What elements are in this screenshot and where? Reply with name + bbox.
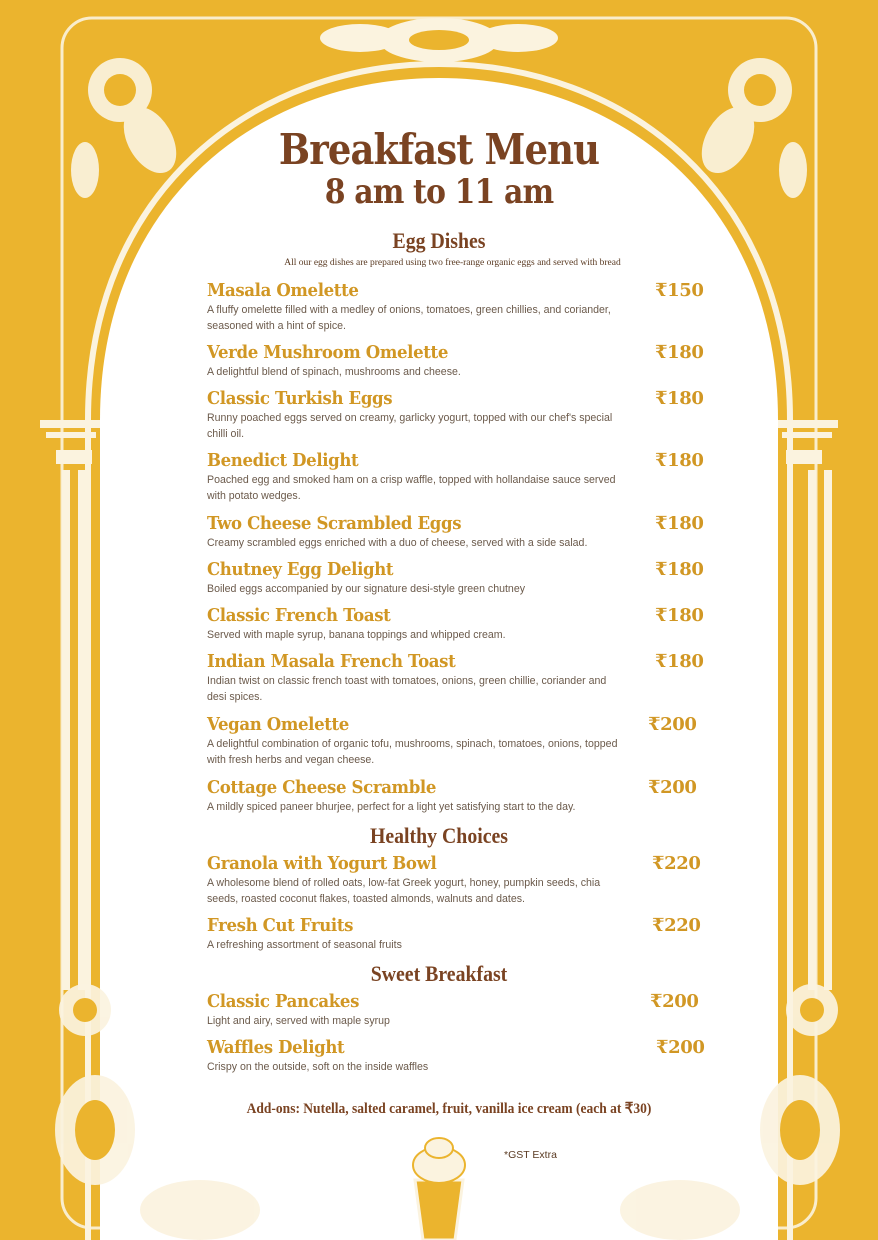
item-price: ₹180	[655, 605, 704, 626]
item-price: ₹180	[655, 513, 704, 534]
item-description: Runny poached eggs served on creamy, garlicky yogurt, topped with our chef's special chilli oil.	[207, 412, 613, 440]
addons-note: Add-ons: Nutella, salted caramel, fruit, vanilla ice cream (each at ₹30)	[246, 1101, 652, 1117]
menu-title: Breakfast Menu	[278, 125, 600, 174]
item-description: Crispy on the outside, soft on the inside waffles	[207, 1061, 429, 1073]
item-price: ₹220	[652, 915, 701, 936]
menu-item	[207, 605, 704, 643]
item-description: A delightful combination of organic tofu, mushrooms, spinach, tomatoes, onions, topped with fresh herbs and vegan cheese.	[207, 738, 618, 766]
item-description: A delightful blend of spinach, mushrooms and cheese.	[207, 366, 461, 378]
item-description: Indian twist on classic french toast with tomatoes, onions, green chillie, coriander and desi spices.	[207, 675, 607, 703]
item-price: ₹200	[656, 1037, 705, 1058]
menu-item	[207, 714, 697, 768]
item-name: Verde Mushroom Omelette	[207, 342, 448, 363]
item-description: Boiled eggs accompanied by our signature desi-style green chutney	[207, 583, 526, 595]
item-price: ₹150	[655, 280, 704, 301]
section-title-egg-dishes: Egg Dishes	[392, 228, 486, 253]
item-price: ₹180	[655, 651, 704, 672]
item-name: Granola with Yogurt Bowl	[207, 853, 437, 874]
item-price: ₹180	[655, 450, 704, 471]
item-name: Benedict Delight	[207, 450, 359, 471]
item-name: Classic French Toast	[207, 605, 391, 626]
menu-item	[207, 777, 697, 815]
item-description: Creamy scrambled eggs enriched with a duo of cheese, served with a side salad.	[207, 537, 588, 549]
item-description: Poached egg and smoked ham on a crisp waffle, topped with hollandaise sauce served with potato wedges.	[207, 474, 616, 502]
item-name: Classic Pancakes	[207, 991, 360, 1012]
menu-item	[207, 991, 697, 1029]
menu-item	[207, 853, 701, 907]
menu-item	[207, 513, 704, 551]
section-note-egg-dishes: All our egg dishes are prepared using two free-range organic eggs and served with bread	[284, 258, 621, 268]
menu-item	[207, 280, 704, 334]
item-name: Cottage Cheese Scramble	[207, 777, 437, 798]
menu-item	[207, 342, 704, 380]
item-description: Served with maple syrup, banana toppings and whipped cream.	[207, 629, 506, 641]
item-description: A refreshing assortment of seasonal fruits	[207, 939, 402, 951]
item-price: ₹200	[650, 991, 699, 1012]
menu-item	[207, 1037, 705, 1075]
item-name: Fresh Cut Fruits	[207, 915, 354, 936]
item-name: Two Cheese Scrambled Eggs	[207, 513, 462, 534]
item-price: ₹220	[652, 853, 701, 874]
menu-hours: 8 am to 11 am	[324, 172, 554, 212]
item-name: Chutney Egg Delight	[207, 559, 394, 580]
menu-item	[207, 388, 704, 442]
item-description: A fluffy omelette filled with a medley of onions, tomatoes, green chillies, and coriander, seasoned with a hint of spice.	[207, 304, 611, 332]
item-price: ₹200	[648, 777, 697, 798]
menu-item	[207, 450, 704, 504]
item-description: A wholesome blend of rolled oats, low-fat Greek yogurt, honey, pumpkin seeds, chia seeds, roasted coconut flakes, toasted almonds, walnuts and dates.	[207, 877, 601, 905]
item-price: ₹200	[648, 714, 697, 735]
item-name: Waffles Delight	[207, 1037, 345, 1058]
item-price: ₹180	[655, 388, 704, 409]
item-name: Masala Omelette	[207, 280, 359, 301]
gst-note: *GST Extra	[504, 1149, 557, 1161]
section-title-sweet-breakfast: Sweet Breakfast	[370, 961, 508, 986]
item-description: A mildly spiced paneer bhurjee, perfect for a light yet satisfying start to the day.	[207, 801, 576, 813]
section-title-healthy-choices: Healthy Choices	[369, 823, 509, 848]
menu-item	[207, 915, 701, 953]
menu-item	[207, 651, 704, 705]
item-name: Indian Masala French Toast	[207, 651, 456, 672]
item-price: ₹180	[655, 342, 704, 363]
item-description: Light and airy, served with maple syrup	[207, 1015, 390, 1027]
cupcake-emblem	[413, 1138, 465, 1240]
item-name: Vegan Omelette	[207, 714, 349, 735]
item-price: ₹180	[655, 559, 704, 580]
menu-item	[207, 559, 704, 597]
item-name: Classic Turkish Eggs	[207, 388, 393, 409]
